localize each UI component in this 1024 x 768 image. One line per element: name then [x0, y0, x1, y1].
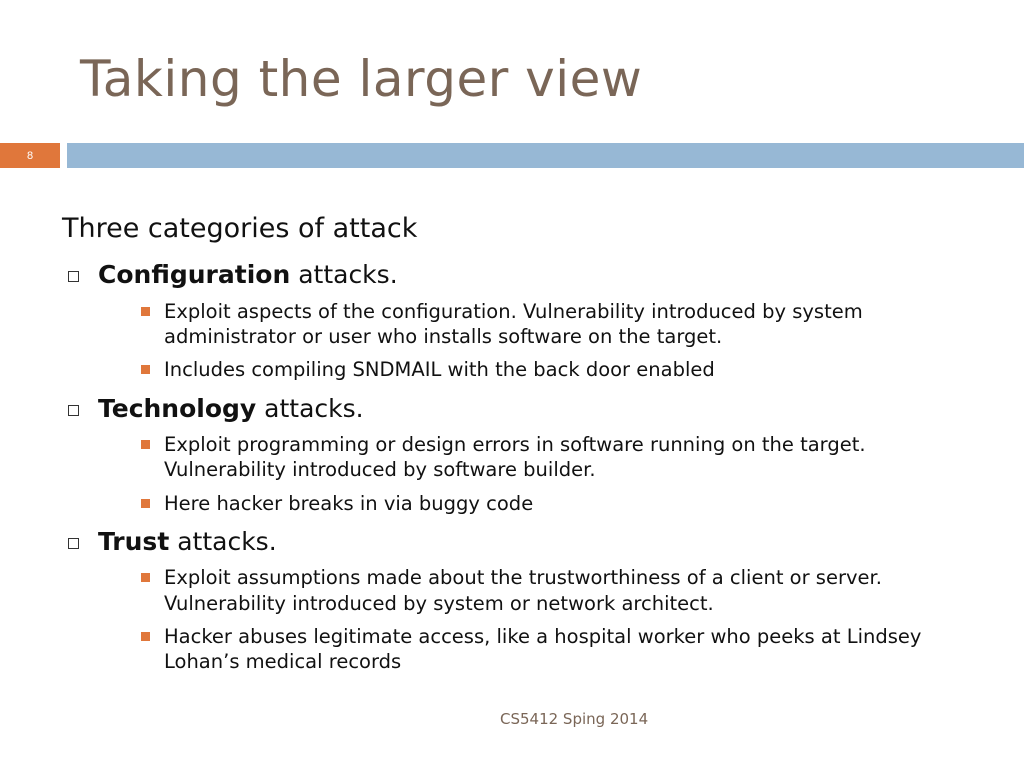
list-item [98, 491, 982, 516]
slide-title: Taking the larger view [80, 50, 643, 108]
slide-footer: CS5412 Sping 2014 [500, 710, 649, 728]
category-bold: Technology [98, 393, 257, 423]
category-configuration [62, 259, 982, 382]
category-heading [98, 526, 982, 557]
category-technology [62, 393, 982, 516]
category-rest: attacks. [169, 526, 277, 556]
square-bullet-icon [141, 573, 150, 582]
category-trust [62, 526, 982, 675]
list-item-text: Exploit programming or design errors in software running on the target. Vulnerability introduced by software builder. [164, 432, 866, 482]
sub-list [98, 565, 982, 674]
list-item [98, 432, 982, 483]
category-rest: attacks. [256, 393, 364, 423]
sub-list [98, 299, 982, 383]
slide-content [62, 213, 982, 685]
category-rest: attacks. [290, 260, 398, 290]
intro-line: Three categories of attack [62, 213, 418, 244]
sub-list [98, 432, 982, 516]
category-bold: Configuration [98, 260, 291, 290]
list-item [98, 565, 982, 616]
slide-number: 8 [0, 143, 60, 168]
list-item-text: Exploit aspects of the configuration. Vulnerability introduced by system administrator or user who installs software on the target. [164, 299, 863, 348]
list-item [98, 624, 982, 675]
category-heading [98, 393, 982, 424]
square-bullet-icon [141, 365, 150, 374]
category-heading [98, 259, 982, 290]
hollow-square-bullet-icon [68, 538, 79, 549]
category-bold: Trust [98, 526, 170, 556]
list-item [98, 357, 982, 382]
list-item-text: Exploit assumptions made about the trustworthiness of a client or server. Vulnerability introduced by system or network architect. [164, 566, 882, 615]
hollow-square-bullet-icon [68, 271, 79, 282]
square-bullet-icon [141, 440, 150, 449]
list-item-text: Here hacker breaks in via buggy code [164, 491, 534, 515]
list-item-text: Hacker abuses legitimate access, like a hospital worker who peeks at Lindsey Lohan’s medical records [164, 624, 922, 674]
square-bullet-icon [141, 499, 150, 508]
hollow-square-bullet-icon [68, 405, 79, 416]
square-bullet-icon [141, 307, 150, 316]
list-item-text: Includes compiling SNDMAIL with the back door enabled [164, 358, 715, 382]
list-item [98, 299, 982, 350]
square-bullet-icon [141, 632, 150, 641]
accent-bar [67, 143, 1024, 168]
